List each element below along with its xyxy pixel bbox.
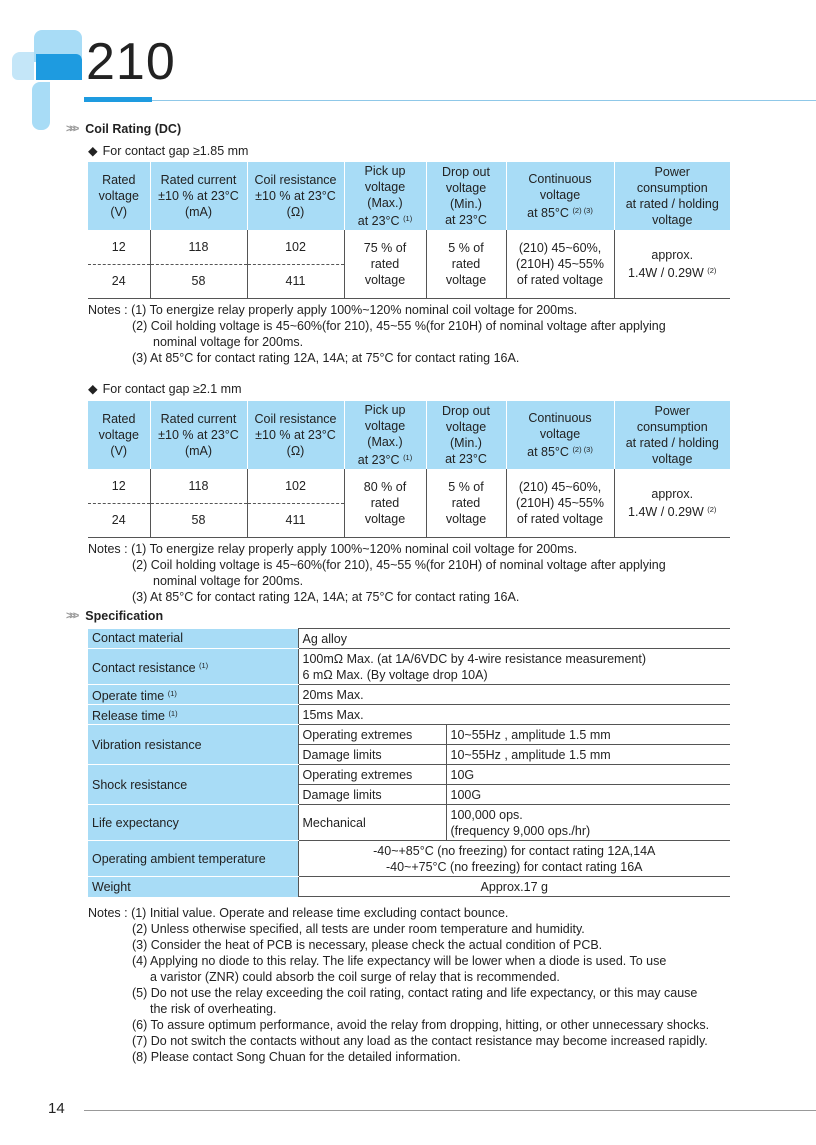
header-pickup-voltage: Pick up voltage (Max.) at 23°C $^{(1)}$ — [344, 162, 426, 230]
cell-resistance: 102 — [247, 230, 344, 264]
table-row — [88, 685, 730, 705]
cell-pickup: 75 % of rated voltage — [344, 230, 426, 298]
coil-rating-table-2 — [88, 401, 730, 538]
spec-label: Operating ambient temperature — [88, 841, 298, 877]
spec-sublabel: Damage limits — [298, 745, 446, 765]
spec-label: Release time $^{(1)}$ — [88, 705, 298, 725]
cell-voltage: 24 — [88, 503, 150, 537]
header-dropout-voltage: Drop out voltage (Min.) at 23°C — [426, 401, 506, 469]
cell-power: approx. 1.4W / 0.29W $^{(2)}$ — [614, 469, 730, 537]
coil-rating-table-1 — [88, 162, 730, 299]
cell-pickup: 80 % of rated voltage — [344, 469, 426, 537]
spec-value: 100mΩ Max. (at 1A/6VDC by 4-wire resistance measurement) 6 mΩ Max. (By voltage drop 10A) — [298, 649, 730, 685]
table-row — [88, 877, 730, 897]
spec-label: Life expectancy — [88, 805, 298, 841]
header-pickup-voltage: Pick up voltage (Max.) at 23°C $^{(1)}$ — [344, 401, 426, 469]
table-row — [88, 725, 730, 745]
header-coil-resistance: Coil resistance ±10 % at 23°C (Ω) — [247, 162, 344, 230]
cell-dropout: 5 % of rated voltage — [426, 230, 506, 298]
spec-label: Contact material — [88, 629, 298, 649]
coil-rating-heading: >>> Coil Rating (DC) — [66, 122, 182, 136]
cell-resistance: 411 — [247, 264, 344, 298]
spec-label: Operate time $^{(1)}$ — [88, 685, 298, 705]
table-row — [88, 629, 730, 649]
cell-continuous: (210) 45~60%, (210H) 45~55% of rated voltage — [506, 230, 614, 298]
diamond-bullet-icon: ◆ — [88, 382, 98, 396]
specification-table — [88, 628, 730, 897]
cell-voltage: 12 — [88, 469, 150, 503]
notes-table-2: Notes : (1) To energize relay properly apply 100%~120% nominal coil voltage for 200ms. (2) Coil holding voltage is 45~60%(for 210), 45~55 %(for 210H) of nominal voltage after applying nominal voltage for 200ms. (3) At 85°C for contact rating 12A, 14A; at 75°C for contact rating 16A. — [88, 542, 666, 604]
spec-value: 10~55Hz , amplitude 1.5 mm — [446, 725, 730, 745]
cell-current: 58 — [150, 503, 247, 537]
table-row — [88, 705, 730, 725]
header-rated-voltage: Rated voltage (V) — [88, 401, 150, 469]
cell-continuous: (210) 45~60%, (210H) 45~55% of rated voltage — [506, 469, 614, 537]
header-coil-resistance: Coil resistance ±10 % at 23°C (Ω) — [247, 401, 344, 469]
table-row — [88, 469, 730, 503]
spec-sublabel: Operating extremes — [298, 765, 446, 785]
cell-power: approx. 1.4W / 0.29W $^{(2)}$ — [614, 230, 730, 298]
spec-label: Vibration resistance — [88, 725, 298, 765]
cell-voltage: 24 — [88, 264, 150, 298]
table-row — [88, 805, 730, 841]
cell-resistance: 411 — [247, 503, 344, 537]
spec-value: 100,000 ops. (frequency 9,000 ops./hr) — [446, 805, 730, 841]
table1-subheading: ◆ For contact gap ≥1.85 mm — [88, 144, 249, 158]
table2-subheading: ◆ For contact gap ≥2.1 mm — [88, 382, 242, 396]
spec-value: 100G — [446, 785, 730, 805]
spec-label: Shock resistance — [88, 765, 298, 805]
header-rated-voltage: Rated voltage (V) — [88, 162, 150, 230]
chevron-right-icon: >>> — [66, 123, 77, 135]
specification-heading: >>> Specification — [66, 609, 164, 623]
table-row — [88, 230, 730, 264]
cell-current: 58 — [150, 264, 247, 298]
header-accent-bar — [84, 97, 152, 102]
header-rated-current: Rated current ±10 % at 23°C (mA) — [150, 401, 247, 469]
cell-dropout: 5 % of rated voltage — [426, 469, 506, 537]
spec-sublabel: Damage limits — [298, 785, 446, 805]
page-number: 14 — [48, 1100, 65, 1117]
header-continuous-voltage: Continuous voltage at 85°C $^{(2) (3)}$ — [506, 162, 614, 230]
spec-value: 10G — [446, 765, 730, 785]
spec-label: Contact resistance $^{(1)}$ — [88, 649, 298, 685]
header-power-consumption: Power consumption at rated / holding voltage — [614, 162, 730, 230]
header-continuous-voltage: Continuous voltage at 85°C $^{(2) (3)}$ — [506, 401, 614, 469]
notes-specification: Notes : (1) Initial value. Operate and release time excluding contact bounce. (2) Unless otherwise specified, all tests are under room temperature and humidity. (3) Consider the heat of PCB is necessary, please check the actual condition of PCB. (4) Applying no diode to this relay. The life expectancy will be lower when a diode is used. To use a varistor (ZNR) could absorb the coil surge of relay that is recommended. (5) Do not use the relay exceeding the coil rating, contact rating and life expectancy, or this may cause the risk of overheating. (6) To assure optimum performance, avoid the relay from dropping, hitting, or other unnecessary shocks. (7) Do not switch the contacts without any load as the contact resistance may become increased rapidly. (8) Please contact Song Chuan for the detailed information. — [88, 906, 710, 1064]
header-power-consumption: Power consumption at rated / holding voltage — [614, 401, 730, 469]
chevron-right-icon: >>> — [66, 610, 77, 622]
table-row — [88, 841, 730, 877]
cell-resistance: 102 — [247, 469, 344, 503]
brand-logo-icon — [12, 30, 82, 130]
cell-voltage: 12 — [88, 230, 150, 264]
spec-value: Approx.17 g — [298, 877, 730, 897]
spec-value: 20ms Max. — [298, 685, 730, 705]
header-rated-current: Rated current ±10 % at 23°C (mA) — [150, 162, 247, 230]
spec-label: Weight — [88, 877, 298, 897]
cell-current: 118 — [150, 230, 247, 264]
spec-sublabel: Operating extremes — [298, 725, 446, 745]
table-row — [88, 649, 730, 685]
diamond-bullet-icon: ◆ — [88, 144, 98, 158]
spec-value: 15ms Max. — [298, 705, 730, 725]
spec-value: Ag alloy — [298, 629, 730, 649]
notes-table-1: Notes : (1) To energize relay properly apply 100%~120% nominal coil voltage for 200ms. (2) Coil holding voltage is 45~60%(for 210), 45~55 %(for 210H) of nominal voltage after applying nominal voltage for 200ms. (3) At 85°C for contact rating 12A, 14A; at 75°C for contact rating 16A. — [88, 303, 666, 365]
header-divider — [84, 100, 816, 101]
spec-value: 10~55Hz , amplitude 1.5 mm — [446, 745, 730, 765]
spec-sublabel: Mechanical — [298, 805, 446, 841]
header-dropout-voltage: Drop out voltage (Min.) at 23°C — [426, 162, 506, 230]
cell-current: 118 — [150, 469, 247, 503]
spec-value: -40~+85°C (no freezing) for contact rating 12A,14A -40~+75°C (no freezing) for contact rating 16A — [298, 841, 730, 877]
table-row — [88, 765, 730, 785]
footer-divider — [84, 1110, 816, 1111]
page-title: 210 — [86, 33, 176, 91]
